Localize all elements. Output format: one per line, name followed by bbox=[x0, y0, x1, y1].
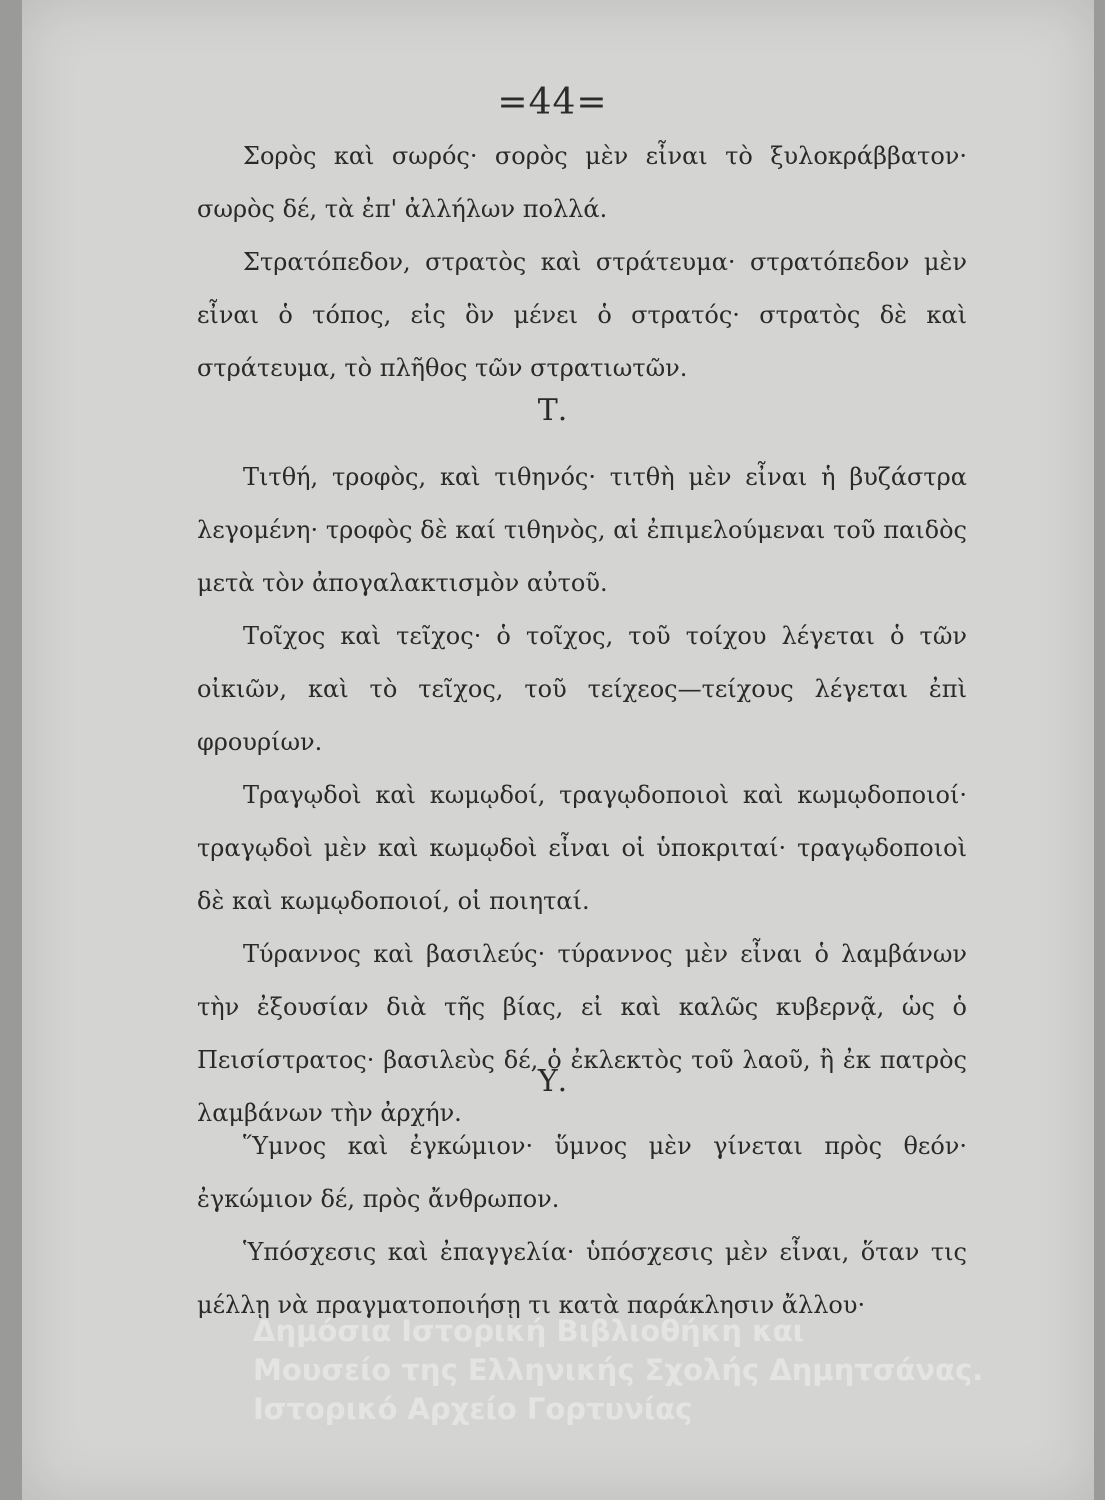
entry-hymnos: Ὕμνος καὶ ἐγκώμιον· ὕμνος μὲν γίνεται πρὸς θεόν· ἐγκώμιον δέ, πρὸς ἄνθρωπον. bbox=[197, 1132, 967, 1213]
page-number: =44= bbox=[497, 82, 608, 123]
entry-tyrannos: Τύραννος καὶ βασιλεύς· τύραννος μὲν εἶναι ὁ λαμβάνων τὴν ἐξουσίαν διὰ τῆς βίας, εἰ καὶ καλῶς κυβερνᾷ, ὡς ὁ Πεισίστρατος· βασιλεὺς δέ, ὁ ἐκλεκτὸς τοῦ λαοῦ, ἢ ἐκ πατρὸς λαμβάνων τὴν ἀρχήν. bbox=[197, 940, 967, 1127]
watermark-line-1: Δημόσια Ιστορική Βιβλιοθήκη και bbox=[253, 1314, 804, 1348]
entry-soros: Σορὸς καὶ σωρός· σορὸς μὲν εἶναι τὸ ξυλοκράββατον· σωρὸς δέ, τὰ ἐπ' ἀλλήλων πολλά. bbox=[197, 142, 967, 223]
entry-toichos: Τοῖχος καὶ τεῖχος· ὁ τοῖχος, τοῦ τοίχου λέγεται ὁ τῶν οἰκιῶν, καὶ τὸ τεῖχος, τοῦ τείχεος—τείχους λέγεται ἐπὶ φρουρίων. bbox=[197, 622, 967, 756]
section-heading-y: Υ. bbox=[537, 1064, 568, 1099]
entries-y bbox=[197, 1120, 967, 1332]
entry-stratopedon: Στρατόπεδον, στρατὸς καὶ στράτευμα· στρατόπεδον μὲν εἶναι ὁ τόπος, εἰς ὃν μένει ὁ στρατός· στρατὸς δὲ καὶ στράτευμα, τὸ πλῆθος τῶν στρατιωτῶν. bbox=[197, 248, 967, 382]
library-watermark bbox=[253, 1312, 1093, 1429]
entry-hyposchesis: Ὑπόσχεσις καὶ ἐπαγγελία· ὑπόσχεσις μὲν εἶναι, ὅταν τις μέλλῃ νὰ πραγματοποιήσῃ τι κατὰ παράκλησιν ἄλλου· bbox=[197, 1238, 967, 1319]
watermark-line-3: Ιστορικό Αρχείο Γορτυνίας bbox=[253, 1392, 693, 1426]
watermark-line-2: Μουσείο της Ελληνικής Σχολής Δημητσάνας. bbox=[253, 1353, 984, 1387]
entries-s bbox=[197, 130, 967, 395]
entry-titthe: Τιτθή, τροφὸς, καὶ τιθηνός· τιτθὴ μὲν εἶναι ἡ βυζάστρα λεγομένη· τροφὸς δὲ καί τιθηνὸς, αἱ ἐπιμελούμεναι τοῦ παιδὸς μετὰ τὸν ἀπογαλακτισμὸν αὐτοῦ. bbox=[197, 463, 967, 597]
entries-t bbox=[197, 451, 967, 1140]
section-heading-t: Τ. bbox=[537, 393, 568, 428]
entry-tragodoi: Τραγῳδοὶ καὶ κωμῳδοί, τραγῳδοποιοὶ καὶ κωμῳδοποιοί· τραγῳδοὶ μὲν καὶ κωμῳδοὶ εἶναι οἱ ὑποκριταί· τραγῳδοποιοὶ δὲ καὶ κωμῳδοποιοί, οἱ ποιηταί. bbox=[197, 781, 967, 915]
